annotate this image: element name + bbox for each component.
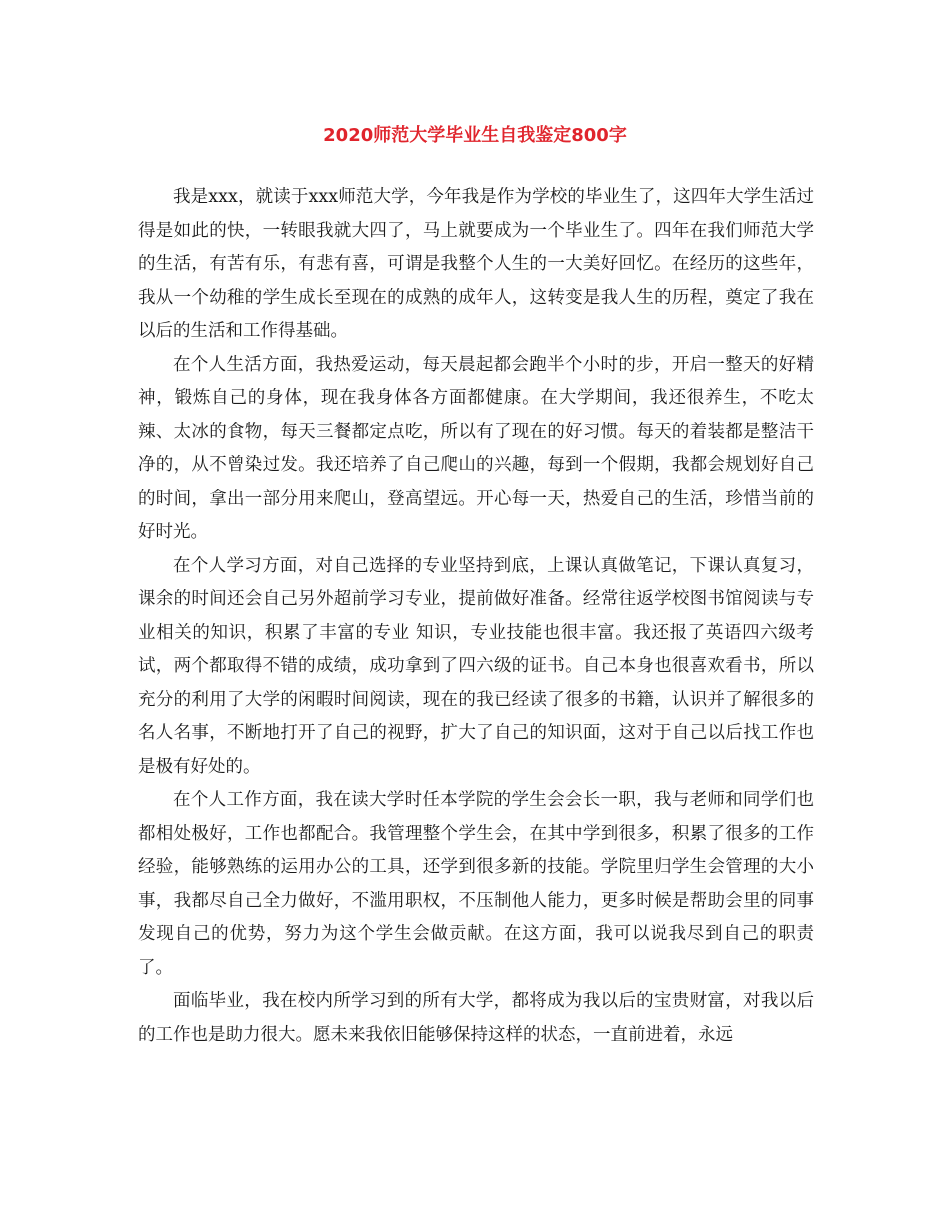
paragraph-intro: 我是xxx，就读于xxx师范大学，今年我是作为学校的毕业生了，这四年大学生活过得是如此的快，一转眼我就大四了，马上就要成为一个毕业生了。四年在我们师范大学的生活，有苦有乐，有悲有喜，可谓是我整个人生的一大美好回忆。在经历的这些年，我从一个幼稚的学生成长至现在的成熟的成年人，这转变是我人生的历程，奠定了我在以后的生活和工作得基础。 <box>138 187 814 341</box>
paragraph-graduation: 面临毕业，我在校内所学习到的所有大学，都将成为我以后的宝贵财富，对我以后的工作也是助力很大。愿未来我依旧能够保持这样的状态，一直前进着，永远 <box>138 991 814 1045</box>
document-title: 2020师范大学毕业生自我鉴定800字 <box>323 125 627 146</box>
paragraph-study: 在个人学习方面，对自己选择的专业坚持到底，上课认真做笔记，下课认真复习，课余的时间还会自己另外超前学习专业，提前做好准备。经常往返学校图书馆阅读与专业相关的知识，积累了丰富的专业 知识，专业技能也很丰富。我还报了英语四六级考试，两个都取得不错的成绩，成功拿到了四六级的证书。自己本身也很喜欢看书，所以充分的利用了大学的闲暇时间阅读，现在的我已经读了很多的书籍，认识并了解很多的名人名事，不断地打开了自己的视野，扩大了自己的知识面，这对于自己以后找工作也是极有好处的。 <box>138 555 814 777</box>
paragraph-work: 在个人工作方面，我在读大学时任本学院的学生会会长一职，我与老师和同学们也都相处极好，工作也都配合。我管理整个学生会，在其中学到很多，积累了很多的工作经验，能够熟练的运用办公的工具，还学到很多新的技能。学院里归学生会管理的大小事，我都尽自己全力做好，不滥用职权，不压制他人能力，更多时候是帮助会里的同事发现自己的优势，努力为这个学生会做贡献。在这方面，我可以说我尽到自己的职责了。 <box>138 790 814 978</box>
document-body <box>138 181 814 1052</box>
paragraph-life: 在个人生活方面，我热爱运动，每天晨起都会跑半个小时的步，开启一整天的好精神，锻炼自己的身体，现在我身体各方面都健康。在大学期间，我还很养生，不吃太辣、太冰的食物，每天三餐都定点吃，所以有了现在的好习惯。每天的着装都是整洁干净的，从不曾染过发。我还培养了自己爬山的兴趣，每到一个假期，我都会规划好自己的时间，拿出一部分用来爬山，登高望远。开心每一天，热爱自己的生活，珍惜当前的好时光。 <box>138 354 814 542</box>
